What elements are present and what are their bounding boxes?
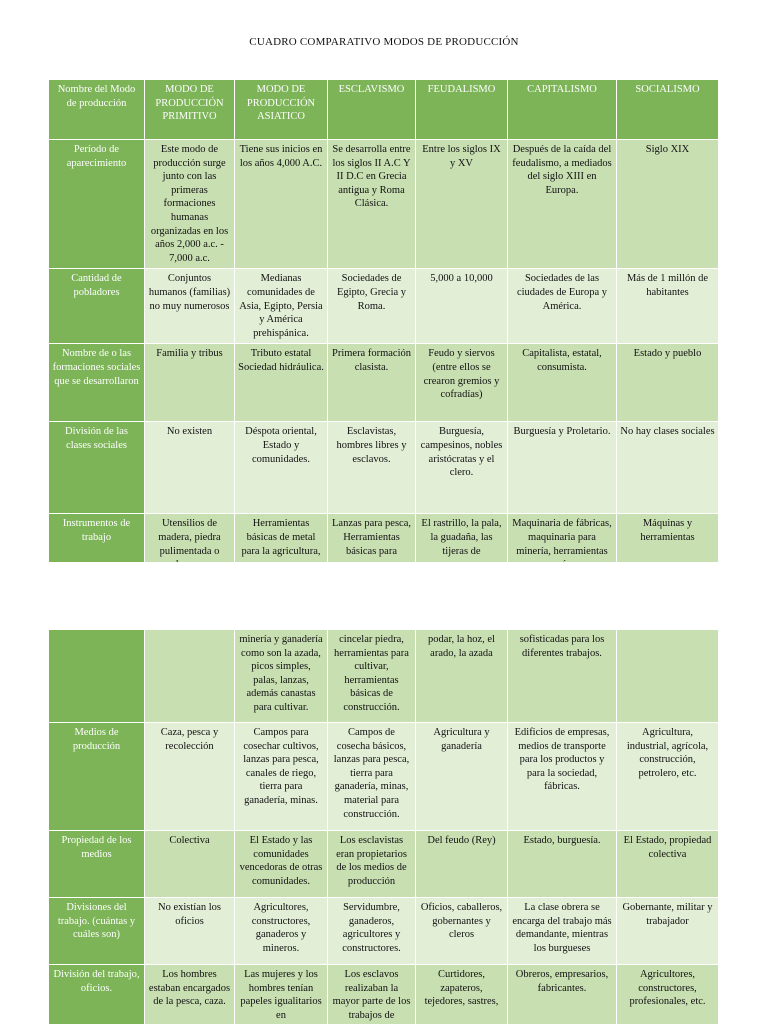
table-cell: Estado, burguesía. <box>508 831 617 898</box>
table-cell: Campos para cosechar cultivos, lanzas para pesca, canales de riego, tierra para ganadería, minas. <box>235 723 328 831</box>
table-cell: El Estado y las comunidades vencedoras de otras comunidades. <box>235 831 328 898</box>
table-cell: Campos de cosecha básicos, lanzas para pesca, tierra para ganadería, minas, material para construcción. <box>328 723 416 831</box>
page-break <box>0 562 768 628</box>
table-cell: Primera formación clasista. <box>328 344 416 422</box>
table-cell: Burguesía, campesinos, nobles aristócratas y el clero. <box>416 422 508 514</box>
column-header-feudalismo: FEUDALISMO <box>416 80 508 140</box>
table-row <box>49 630 719 723</box>
table-cell: Los esclavos realizaban la mayor parte de los trabajos de <box>328 965 416 1024</box>
row-label: División del trabajo, oficios. <box>49 965 145 1024</box>
table-cell: Herramientas básicas de metal para la agricultura, <box>235 514 328 576</box>
table-cell: Medianas comunidades de Asia, Egipto, Persia y América prehispánica. <box>235 269 328 344</box>
row-label: Instrumentos de trabajo <box>49 514 145 576</box>
table-cell: Servidumbre, ganaderos, agricultores y constructores. <box>328 898 416 965</box>
table-row <box>49 723 719 831</box>
row-label: Período de aparecimiento <box>49 140 145 269</box>
row-label: Divisiones del trabajo. (cuántas y cuáles son) <box>49 898 145 965</box>
table-cell: No existen <box>145 422 235 514</box>
row-label: Cantidad de pobladores <box>49 269 145 344</box>
column-header-capitalismo: CAPITALISMO <box>508 80 617 140</box>
table-cell: Curtidores, zapateros, tejedores, sastres, <box>416 965 508 1024</box>
table-cell <box>617 630 719 723</box>
table-cell: El Estado, propiedad colectiva <box>617 831 719 898</box>
table-cell: Burguesía y Proletario. <box>508 422 617 514</box>
table-cell: sofisticadas para los diferentes trabajos. <box>508 630 617 723</box>
table-cell: cincelar piedra, herramientas para cultivar, herramientas básicas de construcción. <box>328 630 416 723</box>
table-cell: Máquinas y herramientas <box>617 514 719 576</box>
table-cell: Siglo XIX <box>617 140 719 269</box>
table-cell: Se desarrolla entre los siglos II A.C Y II D.C en Grecia antigua y Roma Clásica. <box>328 140 416 269</box>
table-cell: Déspota oriental, Estado y comunidades. <box>235 422 328 514</box>
comparison-table-page-2 <box>48 629 719 1024</box>
table-cell: No existían los oficios <box>145 898 235 965</box>
table-cell: Sociedades de las ciudades de Europa y América. <box>508 269 617 344</box>
table-row <box>49 965 719 1024</box>
table-cell: Tributo estatal Sociedad hidráulica. <box>235 344 328 422</box>
table-cell: Agricultura y ganadería <box>416 723 508 831</box>
column-header-asiatico: MODO DE PRODUCCIÓN ASIATICO <box>235 80 328 140</box>
table-cell: Agricultores, constructores, profesionales, etc. <box>617 965 719 1024</box>
row-label: Propiedad de los medios <box>49 831 145 898</box>
table-cell: Edificios de empresas, medios de transporte para los productos y para la sociedad, fábricas. <box>508 723 617 831</box>
column-header-primitivo: MODO DE PRODUCCIÓN PRIMITIVO <box>145 80 235 140</box>
table-cell: Caza, pesca y recolección <box>145 723 235 831</box>
table-cell: Sociedades de Egipto, Grecia y Roma. <box>328 269 416 344</box>
table-cell: No hay clases sociales <box>617 422 719 514</box>
table-cell: Las mujeres y los hombres tenían papeles igualitarios en <box>235 965 328 1024</box>
header-row <box>49 80 719 140</box>
table-cell: Más de 1 millón de habitantes <box>617 269 719 344</box>
table-cell: 5,000 a 10,000 <box>416 269 508 344</box>
table-cell: Familia y tribus <box>145 344 235 422</box>
table-cell: Los esclavistas eran propietarios de los medios de producción <box>328 831 416 898</box>
row-label: División de las clases sociales <box>49 422 145 514</box>
table-row <box>49 344 719 422</box>
table-cell <box>145 630 235 723</box>
table-cell: Capitalista, estatal, consumista. <box>508 344 617 422</box>
table-cell: Maquinaria de fábricas, maquinaria para minería, herramientas <box>508 514 617 576</box>
row-label: Medios de producción <box>49 723 145 831</box>
table-cell: Este modo de producción surge junto con las primeras formaciones humanas organizadas en los años 2,000 a.c. - 7,000 a.c. <box>145 140 235 269</box>
table-cell: El rastrillo, la pala, la guadaña, las tijeras de <box>416 514 508 576</box>
table-row <box>49 269 719 344</box>
table-cell: Feudo y siervos (entre ellos se crearon gremios y cofradías) <box>416 344 508 422</box>
table-cell: Agricultores, constructores, ganaderos y mineros. <box>235 898 328 965</box>
table-cell: Esclavistas, hombres libres y esclavos. <box>328 422 416 514</box>
document-title: CUADRO COMPARATIVO MODOS DE PRODUCCIÓN <box>249 36 519 48</box>
table-cell: Conjuntos humanos (familias) no muy numerosos <box>145 269 235 344</box>
table-row <box>49 898 719 965</box>
table-cell: Colectiva <box>145 831 235 898</box>
row-label <box>49 630 145 723</box>
table-row <box>49 140 719 269</box>
table-cell: Utensilios de madera, piedra pulimentada o <box>145 514 235 576</box>
table-cell: minería y ganadería como son la azada, picos simples, palas, lanzas, además canastas para cultivar. <box>235 630 328 723</box>
table-cell: Lanzas para pesca, Herramientas básicas para <box>328 514 416 576</box>
table-cell: La clase obrera se encarga del trabajo más demandante, mientras los burgueses <box>508 898 617 965</box>
table-row <box>49 422 719 514</box>
table-cell: Después de la caída del feudalismo, a mediados del siglo XIII en Europa. <box>508 140 617 269</box>
column-header-socialismo: SOCIALISMO <box>617 80 719 140</box>
column-header-name: Nombre del Modo de producción <box>49 80 145 140</box>
table-cell: Gobernante, militar y trabajador <box>617 898 719 965</box>
table-cell: Estado y pueblo <box>617 344 719 422</box>
table-cell: Del feudo (Rey) <box>416 831 508 898</box>
table-cell: Agricultura, industrial, agrícola, construcción, petrolero, etc. <box>617 723 719 831</box>
table-cell: Oficios, caballeros, gobernantes y cleros <box>416 898 508 965</box>
table-cell: Los hombres estaban encargados de la pesca, caza. <box>145 965 235 1024</box>
comparison-table-page-1 <box>48 79 719 576</box>
table-cell: podar, la hoz, el arado, la azada <box>416 630 508 723</box>
table-cell: Tiene sus inicios en los años 4,000 A.C. <box>235 140 328 269</box>
column-header-esclavismo: ESCLAVISMO <box>328 80 416 140</box>
row-label: Nombre de o las formaciones sociales que se desarrollaron <box>49 344 145 422</box>
table-row <box>49 831 719 898</box>
table-cell: Obreros, empresarios, fabricantes. <box>508 965 617 1024</box>
table-cell: Entre los siglos IX y XV <box>416 140 508 269</box>
